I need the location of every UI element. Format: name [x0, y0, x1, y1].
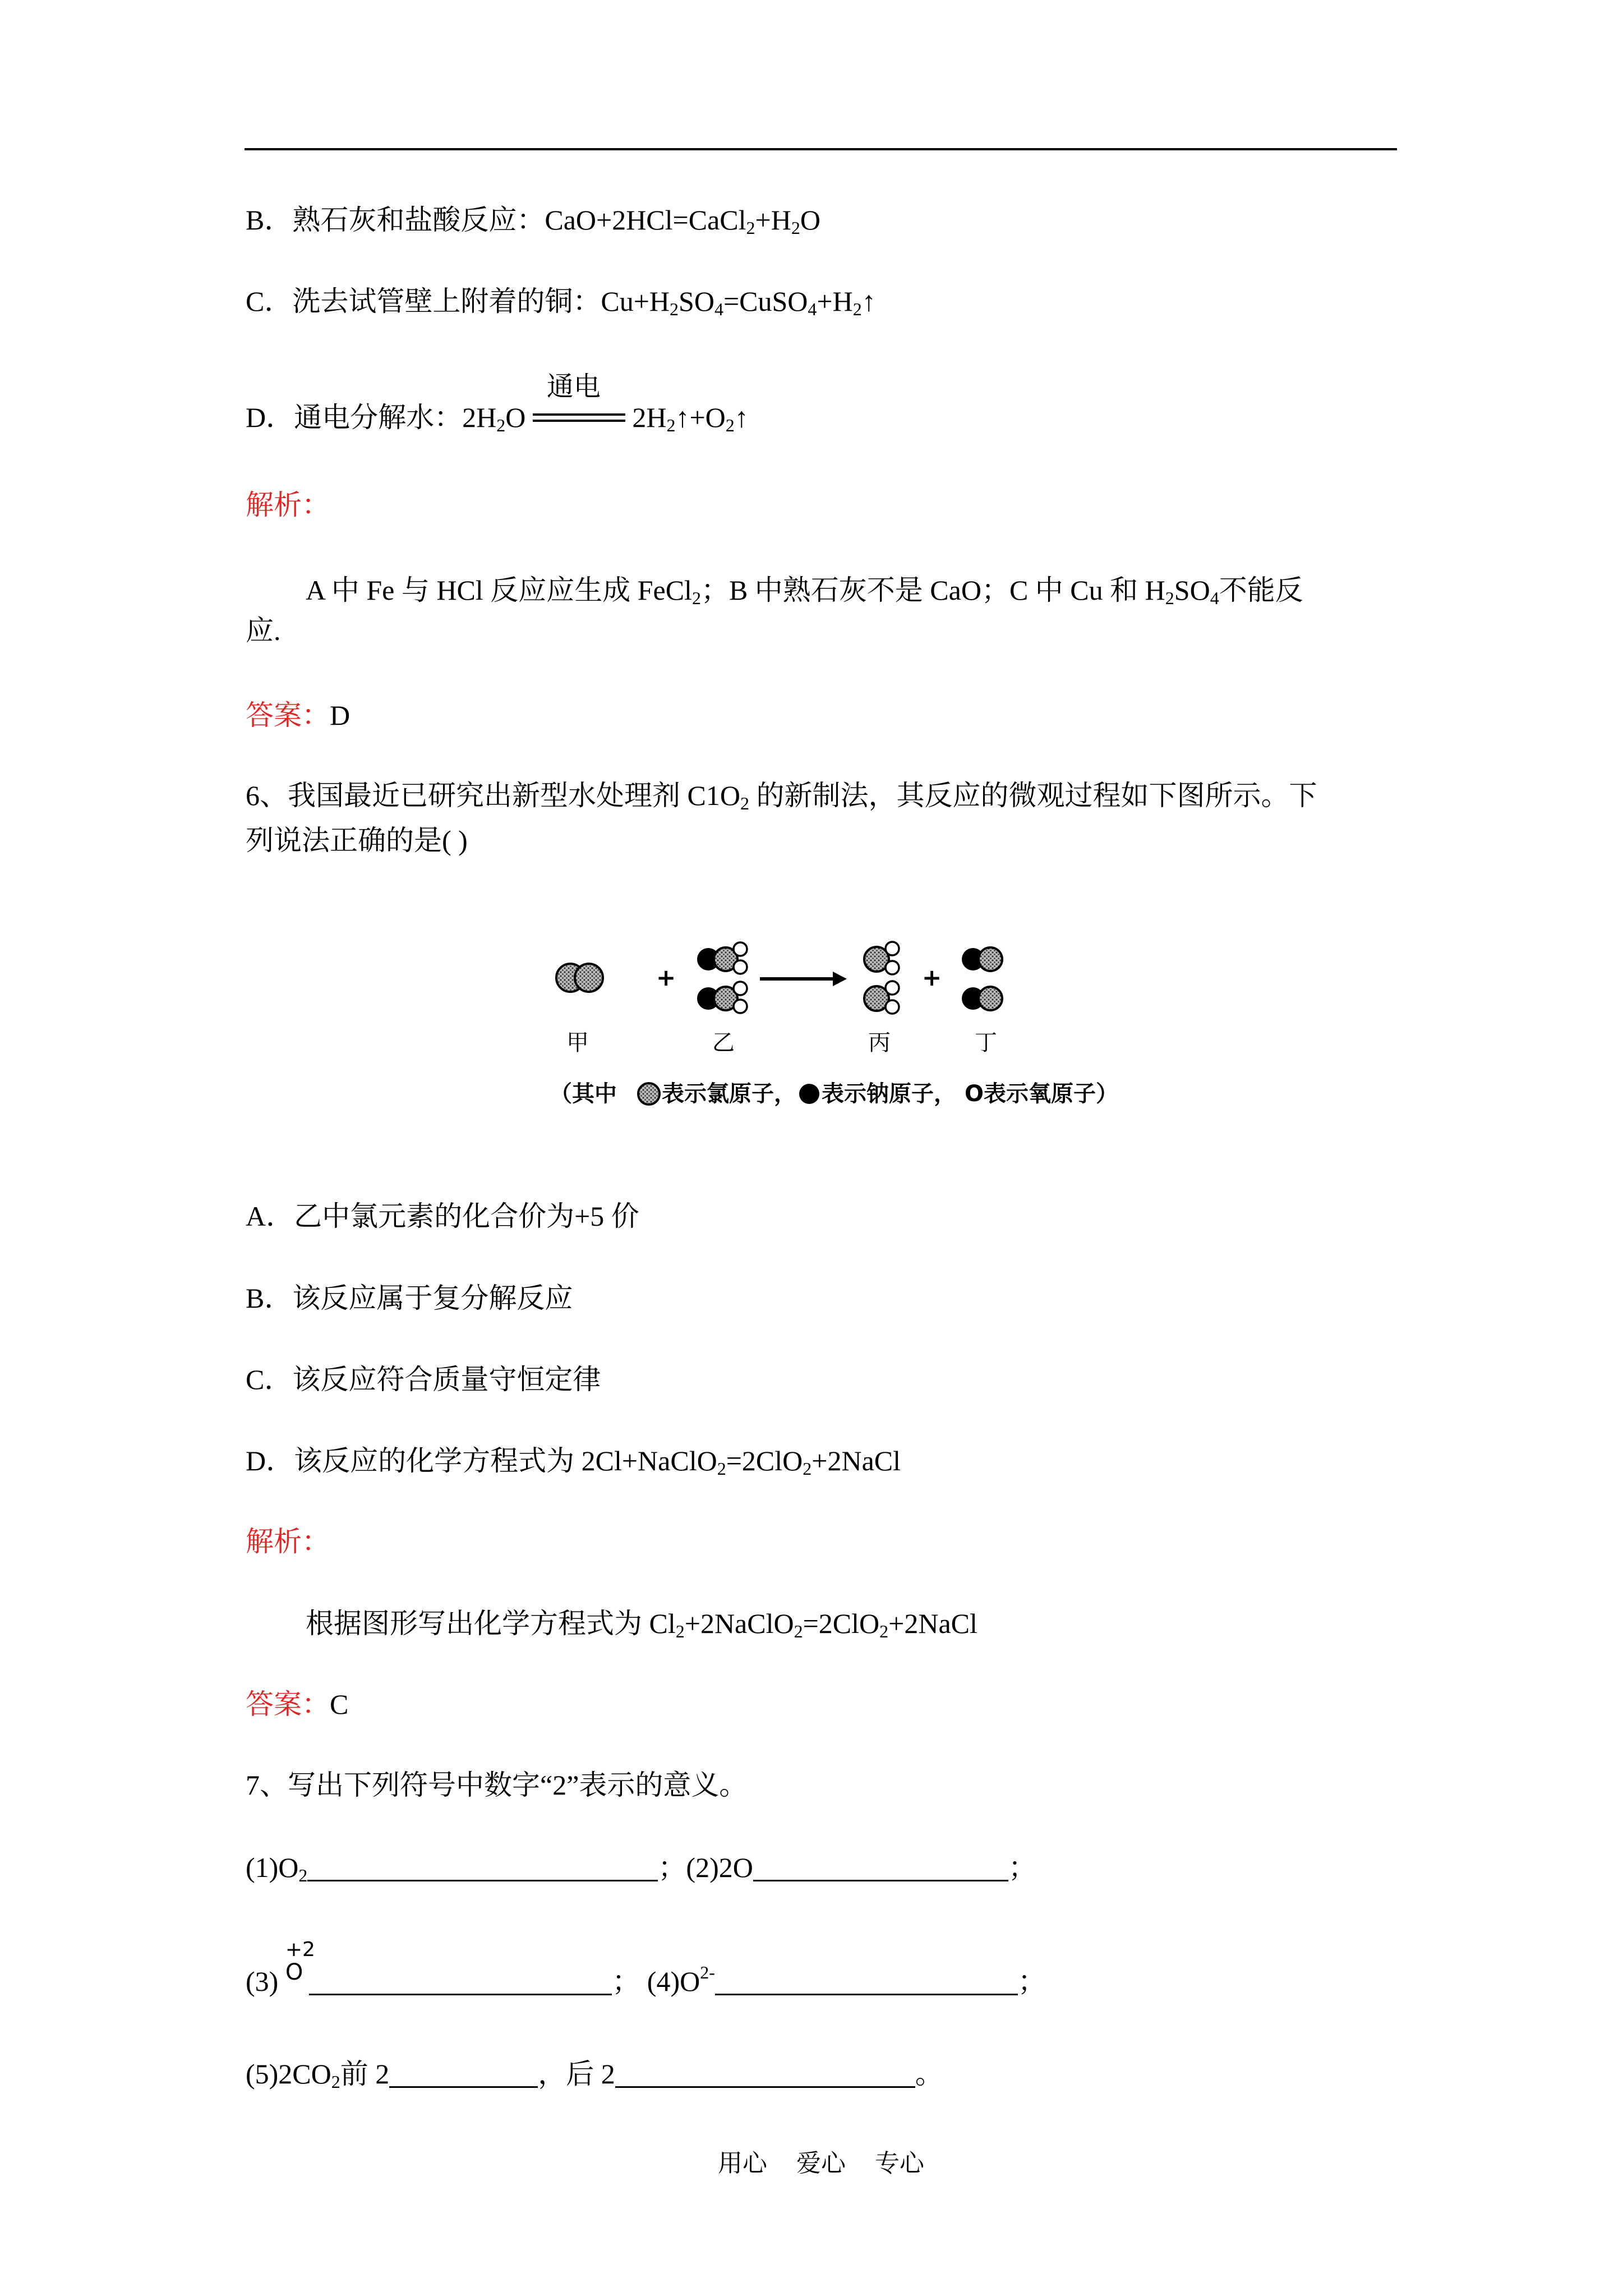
legend-oxygen: O表示氧原子） [965, 1081, 1119, 1107]
label-bing: 丙 [868, 1030, 891, 1056]
chlorine-legend-icon [638, 1083, 660, 1105]
answer-blank-5b[interactable] [615, 2060, 915, 2088]
answer-blank-2[interactable] [753, 1854, 1008, 1881]
legend-sodium: 表示钠原子， [822, 1081, 956, 1107]
label-yi: 乙 [712, 1030, 735, 1056]
q6-analysis-label: 解析： [246, 1526, 330, 1557]
q5-option-d: D．通电分解水：$2H_2O$ 通电 $2H_2↑+O_2↑$ [246, 371, 749, 435]
q5-option-b: B．熟石灰和盐酸反应：$CaO+2HCl=CaCl_2+H_2O$ [246, 204, 820, 238]
q5-analysis: A 中 Fe 与 HCl 反应应生成 FeCl$_2$；B 中熟石灰不是 CaO；C 中 Cu 和 $H_2SO_4$不能反 [306, 574, 1303, 608]
footer-word-2: 爱心 [796, 2149, 846, 2178]
q6-analysis: 根据图形写出化学方程式为 $Cl_2+2NaClO_2=2ClO_2+2NaCl$ [306, 1608, 978, 1641]
q6-stem-line2: 列说法正确的是( ) [246, 825, 468, 856]
q6-answer: 答案：C [246, 1688, 349, 1720]
answer-blank-4[interactable] [715, 1968, 1018, 1995]
q6-option-c: C．该反应符合质量守恒定律 [246, 1364, 601, 1395]
page-footer [718, 2143, 946, 2179]
q6-option-a: A．乙中氯元素的化合价为+5 价 [246, 1200, 639, 1232]
label-jia: 甲 [566, 1030, 589, 1056]
molecule-jia [556, 964, 603, 992]
molecule-bing-2 [864, 981, 899, 1014]
molecule-yi-2 [697, 982, 747, 1013]
header-rule [245, 148, 1397, 150]
answer-blank-3[interactable] [309, 1968, 612, 1995]
q7-item-3-4: (3) +2 $^O$ ； $(4)O^{2-}$ ； [246, 1963, 1046, 2001]
valence-oxygen: +2 $^O$ [285, 1938, 315, 1985]
q5-answer: 答案：D [246, 700, 351, 731]
legend-chlorine: 表示氯原子， [662, 1081, 796, 1107]
label-ding: 丁 [975, 1030, 997, 1056]
reaction-arrow [760, 972, 847, 986]
molecule-yi-1 [697, 942, 747, 974]
answer-blank-5a[interactable] [389, 2060, 538, 2088]
q7-item-1-2: $(1)O_2$ ；(2)2O ； [246, 1852, 1036, 1885]
diagram-legend [550, 1081, 1118, 1107]
plus-sign: + [656, 964, 676, 991]
molecule-ding-1 [962, 947, 1002, 971]
q6-stem: 6、我国最近已研究出新型水处理剂 $C1O_2$ 的新制法，其反应的微观过程如下图所示。下 [246, 780, 1317, 813]
footer-word-3: 专心 [875, 2149, 924, 2178]
q6-option-b: B．该反应属于复分解反应 [246, 1282, 573, 1314]
footer-word-1: 用心 [718, 2149, 767, 2178]
q5-analysis-line2: 应. [246, 615, 281, 646]
q6-option-d: D．该反应的化学方程式为 2Cl+NaClO$_2$=2ClO$_2$+2NaCl [246, 1445, 901, 1479]
reaction-diagram [544, 920, 1127, 1111]
electrolysis-condition: 通电 [533, 403, 625, 426]
sodium-legend-icon [799, 1084, 819, 1104]
plus-sign: + [922, 964, 942, 991]
q7-item-5: $(5)2CO_2$前 2 ，后 2 。 [246, 2058, 943, 2092]
molecule-bing-1 [864, 942, 899, 974]
q5-analysis-label: 解析： [246, 489, 330, 521]
molecule-ding-2 [962, 987, 1002, 1010]
q5-option-c: C．洗去试管壁上附着的铜：$Cu+H_2SO_4=CuSO_4+H_2↑$ [246, 286, 876, 319]
answer-blank-1[interactable] [307, 1854, 658, 1881]
legend-prefix: （其中 [550, 1081, 617, 1107]
q7-stem: 7、写出下列符号中数字“2”表示的意义。 [246, 1769, 748, 1801]
